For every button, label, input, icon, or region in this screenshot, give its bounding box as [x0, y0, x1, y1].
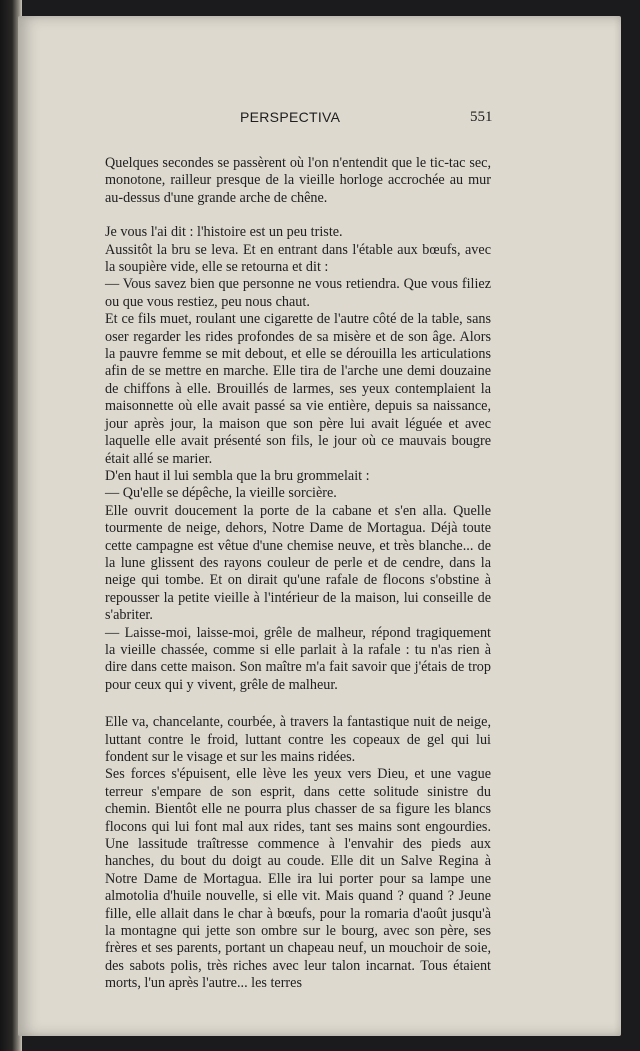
section-break [105, 694, 491, 714]
section-break [105, 207, 491, 224]
body-text [105, 155, 491, 993]
running-title: PERSPECTIVA [240, 109, 341, 125]
paragraph: Ses forces s'épuisent, elle lève les yeux vers Dieu, et une vague terreur s'empare de son esprit, dans cette solitude sinistre du chemin. Bientôt elle ne pourra plus chasser de sa figure les blancs flocons qui lui font mal aux rides, tant ses mains sont engourdies. Une lassitude traîtresse commence à l'envahir des pieds aux hanches, du bout du doigt au coude. Elle dit un Salve Regina à Notre Dame de Mortagua. Elle ira lui porter pour sa lampe une almotolia d'huile nouvelle, si elle vit. Mais quand ? quand ? Jeune fille, elle allait dans le char à bœufs, pour la romaria d'août jusqu'à la montagne qui jette son ombre sur le bourg, avec son père, ses frères et ses parents, portant un chapeau neuf, un mouchoir de soie, des sabots polis, très riches avec leur talon incarnat. Tous étaient morts, l'un après l'autre... les terres [105, 766, 491, 992]
paragraph: Je vous l'ai dit : l'histoire est un peu triste. [105, 224, 343, 241]
page-number: 551 [470, 109, 493, 125]
paragraph: Elle ouvrit doucement la porte de la cabane et s'en alla. Quelle tourmente de neige, dehors, Notre Dame de Mortagua. Déjà toute cette campagne est vêtue d'une chemise neuve, et très blanche... de la lune glissent des rayons couleur de perle et de cendre, dans la neige qui tombe. Et on dirait qu'une rafale de flocons s'obstine à repousser la petite vieille à l'intérieur de la maison, lui conseille de s'abriter. [105, 502, 491, 624]
paragraph: — Laisse-moi, laisse-moi, grêle de malheur, répond tragiquement la vieille chassée, comme si elle parlait à la rafale : tu n'as rien à dire dans cette maison. Son maître m'a fait savoir que j'étais de trop pour ceux qui y vivent, grêle de malheur. [105, 624, 491, 693]
paragraph: Elle va, chancelante, courbée, à travers la fantastique nuit de neige, luttant contre le froid, luttant contre les copeaux de gel qui lui fondent sur le visage et sur les mains ridées. [105, 714, 491, 765]
paragraph: Quelques secondes se passèrent où l'on n'entendit que le tic-tac sec, monotone, railleur presque de la vieille horloge accrochée au mur au-dessus d'une grande arche de chêne. [105, 155, 491, 206]
paragraph: D'en haut il lui sembla que la bru grommelait : [105, 467, 370, 484]
paragraph: Et ce fils muet, roulant une cigarette de l'autre côté de la table, sans oser regarder les rides profondes de sa misère et de son âge. Alors la pauvre femme se mit debout, et elle se dérouilla les articulations afin de se mettre en marche. Elle tira de l'arche une demi douzaine de chiffons à elle. Brouillés de larmes, ses yeux contemplaient la maisonnette où elle avait passé sa vie entière, depuis sa naissance, jour après jour, la maison que son père lui avait léguée et avec laquelle elle avait présenté son fils, le jour où ce mauvais bougre était allé se marier. [105, 311, 491, 467]
paragraph: — Qu'elle se dépêche, la vieille sorcière. [105, 485, 337, 502]
paragraph: Aussitôt la bru se leva. Et en entrant dans l'étable aux bœufs, avec la soupière vide, elle se retourna et dit : [105, 241, 491, 276]
paragraph: — Vous savez bien que personne ne vous retiendra. Que vous filiez ou que vous restiez, peu nous chaut. [105, 276, 491, 310]
